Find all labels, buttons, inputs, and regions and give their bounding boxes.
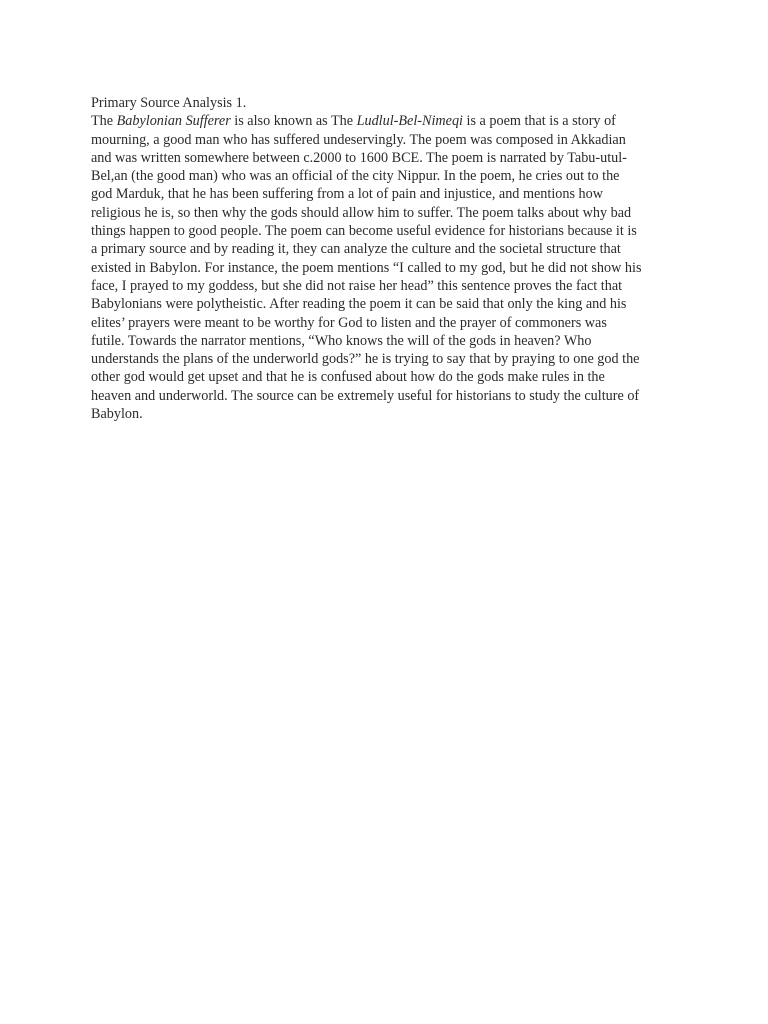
text-line [91,149,711,167]
text-run: elites’ prayers were meant to be worthy for God to listen and the prayer of commoners was [91,314,607,331]
text-run: understands the plans of the underworld gods?” he is trying to say that by praying to one god the [91,351,640,368]
text-run: god Marduk, that he has been suffering from a lot of pain and injustice, and mentions how [91,186,603,203]
text-run: and was written somewhere between c.2000 to 1600 BCE. The poem is narrated by Tabu-utul- [91,149,627,166]
text-line [91,112,711,130]
text-line [91,259,711,277]
text-run: Bel,an (the good man) who was an official of the city Nippur. In the poem, he cries out to the [91,168,620,185]
text-line [91,277,711,295]
text-line [91,131,711,149]
text-run: The [91,113,117,130]
text-line [91,204,711,222]
text-line [91,240,711,258]
italic-title: Ludlul-Bel-Nimeqi [356,113,463,130]
italic-title: Babylonian Sufferer [116,113,231,130]
text-line [91,167,711,185]
text-line [91,295,711,313]
text-line [91,368,711,386]
text-run: other god would get upset and that he is confused about how do the gods make rules in the [91,369,605,386]
text-run: Babylonians were polytheistic. After reading the poem it can be said that only the king and his [91,296,627,313]
text-run: existed in Babylon. For instance, the poem mentions “I called to my god, but he did not show his [91,259,642,276]
text-line [91,350,711,368]
text-run: is a poem that is a story of [463,113,616,130]
text-line [91,387,711,405]
paragraph [91,112,711,423]
text-run: Babylon. [91,406,143,423]
text-line [91,222,711,240]
text-line [91,405,711,423]
text-line [91,185,711,203]
document-heading: Primary Source Analysis 1. [91,95,247,111]
text-line [91,332,711,350]
text-run: a primary source and by reading it, they can analyze the culture and the societal structure that [91,241,621,258]
text-run: heaven and underworld. The source can be extremely useful for historians to study the culture of [91,387,640,404]
text-run: things happen to good people. The poem can become useful evidence for historians because it is [91,223,637,240]
text-run: is also known as The [230,113,357,130]
text-run: religious he is, so then why the gods should allow him to suffer. The poem talks about why bad [91,204,632,221]
text-run: face, I prayed to my goddess, but she did not raise her head” this sentence proves the fact that [91,277,623,294]
text-line [91,314,711,332]
text-run: futile. Towards the narrator mentions, “Who knows the will of the gods in heaven? Who [91,332,592,349]
document-body [91,94,711,423]
text-run: mourning, a good man who has suffered undeservingly. The poem was composed in Akkadian [91,131,626,148]
